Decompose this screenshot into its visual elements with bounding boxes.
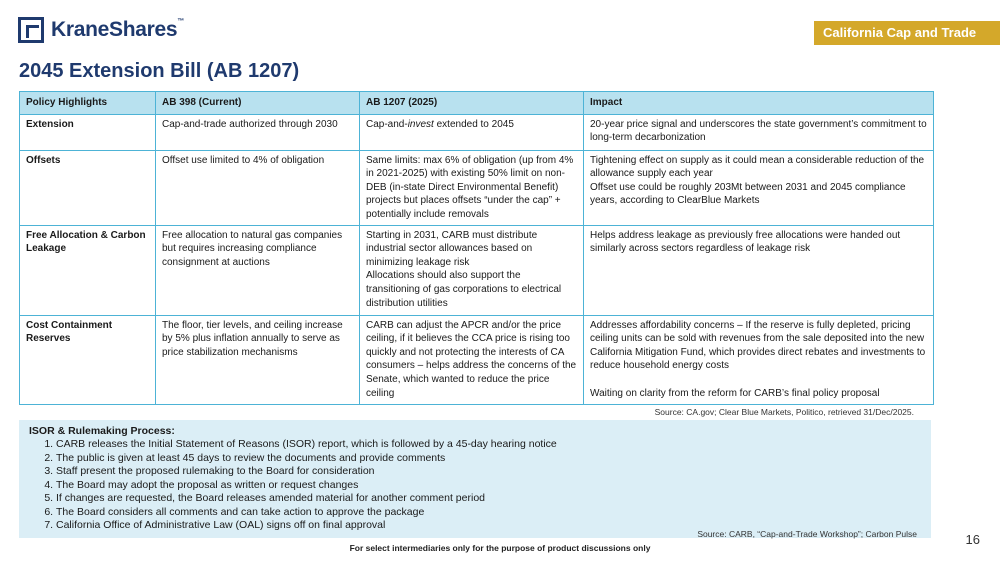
isor-process-box (19, 420, 931, 538)
logo-mark-icon (18, 17, 44, 43)
current-cell: Free allocation to natural gas companies but requires increasing compliance consignment at auctions (156, 225, 360, 315)
proposed-cell: Cap-and-invest extended to 2045 (360, 114, 584, 150)
list-item: 4. The Board may adopt the proposal as written or request changes (56, 479, 921, 493)
list-item: 5. If changes are requested, the Board releases amended material for another comment period (56, 492, 921, 506)
impact-cell: Helps address leakage as previously free allocations were handed out similarly across sectors regardless of leakage risk (584, 225, 934, 315)
table-row (20, 114, 934, 150)
list-item: 1. CARB releases the Initial Statement of Reasons (ISOR) report, which is followed by a 45-day hearing notice (56, 438, 921, 452)
footer-disclaimer: For select intermediaries only for the purpose of product discussions only (349, 543, 651, 553)
row-label: Extension (20, 114, 156, 150)
isor-source-note: Source: CARB, “Cap-and-Trade Workshop”; Carbon Pulse (697, 529, 917, 539)
column-header: AB 1207 (2025) (360, 92, 584, 115)
impact-cell: Tightening effect on supply as it could mean a considerable reduction of the allowance supply each year Offset use could be roughly 203Mt between 2031 and 2045 compliance years, according to ClearBlue Markets (584, 150, 934, 225)
row-label: Cost Containment Reserves (20, 315, 156, 404)
table-row (20, 150, 934, 225)
list-item: 6. The Board considers all comments and can take action to approve the package (56, 506, 921, 520)
column-header: Policy Highlights (20, 92, 156, 115)
list-item: 3. Staff present the proposed rulemaking to the Board for consideration (56, 465, 921, 479)
proposed-cell: CARB can adjust the APCR and/or the price ceiling, if it believes the CCA price is rising too quickly and not protecting the interests of CA consumers – helps address the concerns of the Senate, which wanted to reduce the price ceiling (360, 315, 584, 404)
section-tag: California Cap and Trade (814, 21, 1000, 45)
impact-cell: Addresses affordability concerns – If the reserve is fully depleted, pricing ceiling units can be sold with revenues from the sale deposited into the new California Mitigation Fund, which provides direct rebates and investments to reduce household energy costs Waiting on clarity from the reform for CARB’s final policy proposal (584, 315, 934, 404)
table-row (20, 225, 934, 315)
page-number: 16 (965, 532, 980, 547)
list-item: 7. California Office of Administrative Law (OAL) signs off on final approval (56, 519, 921, 533)
current-cell: Offset use limited to 4% of obligation (156, 150, 360, 225)
isor-title: ISOR & Rulemaking Process: (29, 425, 175, 437)
impact-cell: 20-year price signal and underscores the state government’s commitment to long-term decarbonization (584, 114, 934, 150)
policy-table (19, 91, 934, 405)
current-cell: The floor, tier levels, and ceiling increase by 5% plus inflation annually to serve as price stabilization mechanisms (156, 315, 360, 404)
proposed-cell: Starting in 2031, CARB must distribute industrial sector allowances based on minimizing leakage risk Allocations should also support the transitioning of gas corporations to electrical distribution utilities (360, 225, 584, 315)
column-header: Impact (584, 92, 934, 115)
list-item: 2. The public is given at least 45 days to review the documents and provide comments (56, 452, 921, 466)
current-cell: Cap-and-trade authorized through 2030 (156, 114, 360, 150)
column-header: AB 398 (Current) (156, 92, 360, 115)
row-label: Free Allocation & Carbon Leakage (20, 225, 156, 315)
isor-steps-list (29, 438, 921, 533)
table-source-note: Source: CA.gov; Clear Blue Markets, Politico, retrieved 31/Dec/2025. (654, 407, 914, 417)
proposed-cell: Same limits: max 6% of obligation (up from 4% in 2021-2025) with existing 50% limit on non-DEB (in-state Direct Environmental Benefit) projects but places offsets “under the cap” + potentially include removals (360, 150, 584, 225)
page-title: 2045 Extension Bill (AB 1207) (19, 60, 300, 82)
table-header-row (20, 92, 934, 115)
kraneshares-logo (18, 17, 184, 43)
table-row (20, 315, 934, 404)
logo-text: KraneShares™ (51, 18, 184, 41)
row-label: Offsets (20, 150, 156, 225)
